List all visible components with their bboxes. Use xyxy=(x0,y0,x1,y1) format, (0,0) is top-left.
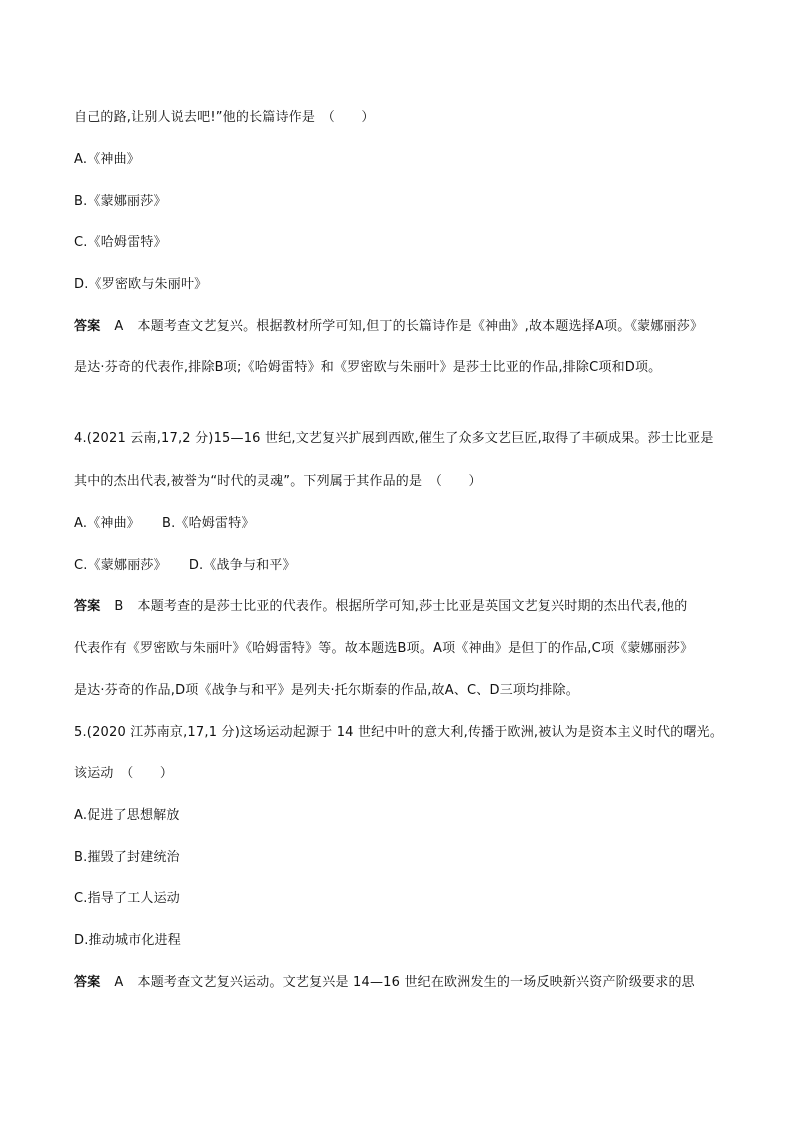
q4-option-d: D.《战争与和平》 xyxy=(188,558,296,573)
q4-stem-2: 其中的杰出代表,被誉为“时代的灵魂”。下列属于其作品的是 （ ） xyxy=(74,474,482,489)
answer-letter: A xyxy=(114,319,124,334)
q4-options-row-1 xyxy=(74,516,255,532)
q4-answer-line-1 xyxy=(74,599,687,615)
q4-explanation-3: 是达·芬奇的作品,D项《战争与和平》是列夫·托尔斯泰的作品,故A、C、D三项均排除。 xyxy=(74,683,579,698)
q4-explanation-1: 本题考查的是莎士比亚的代表作。根据所学可知,莎士比亚是英国文艺复兴时期的杰出代表,他的 xyxy=(137,599,688,614)
q5-stem-1: 5.(2020 江苏南京,17,1 分)这场运动起源于 14 世纪中叶的意大利,传播于欧洲,被认为是资本主义时代的曙光。 xyxy=(74,725,724,740)
q3-option-a: A.《神曲》 xyxy=(74,152,140,167)
answer-label: 答案 xyxy=(74,319,101,334)
q5-answer-line-1 xyxy=(74,975,695,991)
q3-option-d: D.《罗密欧与朱丽叶》 xyxy=(74,277,208,292)
answer-letter: B xyxy=(114,599,124,614)
answer-label: 答案 xyxy=(74,599,101,614)
q5-option-c: C.指导了工人运动 xyxy=(74,891,181,906)
q5-option-b: B.摧毁了封建统治 xyxy=(74,850,180,865)
q4-option-b: B.《哈姆雷特》 xyxy=(162,516,255,531)
q3-option-b: B.《蒙娜丽莎》 xyxy=(74,194,167,209)
q5-option-a: A.促进了思想解放 xyxy=(74,808,180,823)
q4-options-row-2 xyxy=(74,558,296,574)
q5-stem-2: 该运动 （ ） xyxy=(74,766,174,781)
q5-explanation-1: 本题考查文艺复兴运动。文艺复兴是 14—16 世纪在欧洲发生的一场反映新兴资产阶级要求的思 xyxy=(137,975,695,990)
q4-stem-1: 4.(2021 云南,17,2 分)15—16 世纪,文艺复兴扩展到西欧,催生了众多文艺巨匠,取得了丰硕成果。莎士比亚是 xyxy=(74,431,714,446)
q3-stem: 自己的路,让别人说去吧!”他的长篇诗作是 （ ） xyxy=(74,110,375,125)
q4-explanation-2: 代表作有《罗密欧与朱丽叶》《哈姆雷特》等。故本题选B项。A项《神曲》是但丁的作品,C项《蒙娜丽莎》 xyxy=(74,641,694,656)
q4-option-a: A.《神曲》 xyxy=(74,516,140,531)
q3-explanation-2: 是达·芬奇的代表作,排除B项;《哈姆雷特》和《罗密欧与朱丽叶》是莎士比亚的作品,排除C项和D项。 xyxy=(74,360,662,375)
q3-explanation-1: 本题考查文艺复兴。根据教材所学可知,但丁的长篇诗作是《神曲》,故本题选择A项。《蒙娜丽莎》 xyxy=(137,319,704,334)
q5-option-d: D.推动城市化进程 xyxy=(74,933,181,948)
q3-answer-line-1 xyxy=(74,319,703,335)
q3-option-c: C.《哈姆雷特》 xyxy=(74,235,167,250)
answer-label: 答案 xyxy=(74,975,101,990)
answer-letter: A xyxy=(114,975,124,990)
q4-option-c: C.《蒙娜丽莎》 xyxy=(74,558,167,573)
